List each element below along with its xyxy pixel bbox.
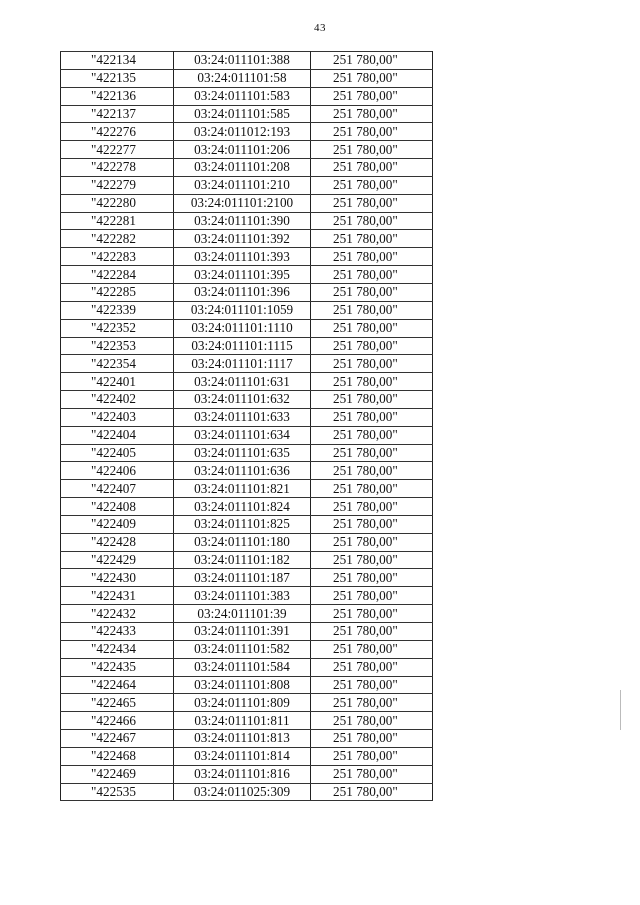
table-row [61, 337, 433, 355]
cell-value: 251 780,00" [311, 194, 433, 212]
cell-value: 251 780,00" [311, 498, 433, 516]
table-row [61, 319, 433, 337]
cell-number: "422403 [61, 408, 174, 426]
cell-cadastral-number: 03:24:011101:206 [174, 141, 311, 159]
cell-cadastral-number: 03:24:011101:210 [174, 176, 311, 194]
table-row [61, 266, 433, 284]
cell-cadastral-number: 03:24:011101:809 [174, 694, 311, 712]
cell-cadastral-number: 03:24:011101:180 [174, 533, 311, 551]
cell-value: 251 780,00" [311, 694, 433, 712]
cell-cadastral-number: 03:24:011101:816 [174, 765, 311, 783]
cell-cadastral-number: 03:24:011101:813 [174, 730, 311, 748]
table-row [61, 248, 433, 266]
cell-value: 251 780,00" [311, 248, 433, 266]
page-number: 43 [314, 22, 326, 34]
table-row [61, 515, 433, 533]
cell-cadastral-number: 03:24:011025:309 [174, 783, 311, 801]
cell-value: 251 780,00" [311, 373, 433, 391]
cell-value: 251 780,00" [311, 266, 433, 284]
table-row [61, 676, 433, 694]
cell-number: "422407 [61, 480, 174, 498]
cell-number: "422406 [61, 462, 174, 480]
cell-cadastral-number: 03:24:011101:824 [174, 498, 311, 516]
table-row [61, 480, 433, 498]
cell-cadastral-number: 03:24:011101:631 [174, 373, 311, 391]
cell-cadastral-number: 03:24:011101:393 [174, 248, 311, 266]
table-row [61, 551, 433, 569]
scan-mark [620, 690, 621, 730]
cell-cadastral-number: 03:24:011101:636 [174, 462, 311, 480]
table-row [61, 694, 433, 712]
cell-cadastral-number: 03:24:011101:396 [174, 283, 311, 301]
cell-number: "422136 [61, 87, 174, 105]
table-row [61, 123, 433, 141]
cell-number: "422535 [61, 783, 174, 801]
cell-number: "422279 [61, 176, 174, 194]
cell-number: "422354 [61, 355, 174, 373]
table-row [61, 587, 433, 605]
cell-cadastral-number: 03:24:011101:392 [174, 230, 311, 248]
cell-value: 251 780,00" [311, 87, 433, 105]
cell-number: "422276 [61, 123, 174, 141]
table-row [61, 533, 433, 551]
cell-number: "422282 [61, 230, 174, 248]
cell-cadastral-number: 03:24:011101:808 [174, 676, 311, 694]
cell-value: 251 780,00" [311, 355, 433, 373]
cell-cadastral-number: 03:24:011101:634 [174, 426, 311, 444]
table-row [61, 640, 433, 658]
cell-value: 251 780,00" [311, 283, 433, 301]
cell-number: "422402 [61, 391, 174, 409]
cell-cadastral-number: 03:24:011012:193 [174, 123, 311, 141]
table-row [61, 301, 433, 319]
table-row [61, 194, 433, 212]
table-row [61, 426, 433, 444]
cell-number: "422283 [61, 248, 174, 266]
cell-value: 251 780,00" [311, 408, 433, 426]
cell-number: "422135 [61, 69, 174, 87]
cell-number: "422284 [61, 266, 174, 284]
cell-cadastral-number: 03:24:011101:633 [174, 408, 311, 426]
cell-number: "422435 [61, 658, 174, 676]
cell-value: 251 780,00" [311, 712, 433, 730]
cell-value: 251 780,00" [311, 52, 433, 70]
cell-cadastral-number: 03:24:011101:814 [174, 747, 311, 765]
cell-number: "422134 [61, 52, 174, 70]
cell-number: "422465 [61, 694, 174, 712]
cell-value: 251 780,00" [311, 337, 433, 355]
table-row [61, 355, 433, 373]
cell-number: "422278 [61, 159, 174, 177]
cell-value: 251 780,00" [311, 159, 433, 177]
cell-number: "422434 [61, 640, 174, 658]
cell-value: 251 780,00" [311, 105, 433, 123]
cell-cadastral-number: 03:24:011101:208 [174, 159, 311, 177]
cell-number: "422430 [61, 569, 174, 587]
cell-number: "422404 [61, 426, 174, 444]
cell-cadastral-number: 03:24:011101:583 [174, 87, 311, 105]
table-row [61, 52, 433, 70]
table-row [61, 730, 433, 748]
table-row [61, 462, 433, 480]
table-row [61, 176, 433, 194]
cell-value: 251 780,00" [311, 640, 433, 658]
cell-value: 251 780,00" [311, 480, 433, 498]
cell-value: 251 780,00" [311, 747, 433, 765]
cell-cadastral-number: 03:24:011101:825 [174, 515, 311, 533]
cell-cadastral-number: 03:24:011101:58 [174, 69, 311, 87]
data-table [60, 51, 433, 801]
cell-number: "422468 [61, 747, 174, 765]
cell-value: 251 780,00" [311, 783, 433, 801]
table-row [61, 658, 433, 676]
cell-number: "422431 [61, 587, 174, 605]
cell-value: 251 780,00" [311, 301, 433, 319]
cell-cadastral-number: 03:24:011101:391 [174, 623, 311, 641]
cell-number: "422469 [61, 765, 174, 783]
cell-cadastral-number: 03:24:011101:395 [174, 266, 311, 284]
cell-cadastral-number: 03:24:011101:821 [174, 480, 311, 498]
table-row [61, 498, 433, 516]
table-row [61, 105, 433, 123]
table-row [61, 605, 433, 623]
cell-value: 251 780,00" [311, 123, 433, 141]
table-row [61, 712, 433, 730]
table-row [61, 87, 433, 105]
table-row [61, 391, 433, 409]
cell-number: "422285 [61, 283, 174, 301]
cell-value: 251 780,00" [311, 462, 433, 480]
cell-value: 251 780,00" [311, 587, 433, 605]
table-body [61, 52, 433, 801]
cell-number: "422352 [61, 319, 174, 337]
cell-cadastral-number: 03:24:011101:383 [174, 587, 311, 605]
cell-cadastral-number: 03:24:011101:584 [174, 658, 311, 676]
table-row [61, 569, 433, 587]
cell-number: "422467 [61, 730, 174, 748]
cell-number: "422353 [61, 337, 174, 355]
table-row [61, 69, 433, 87]
table-row [61, 283, 433, 301]
table-row [61, 230, 433, 248]
cell-value: 251 780,00" [311, 623, 433, 641]
table-row [61, 444, 433, 462]
cell-number: "422466 [61, 712, 174, 730]
cell-number: "422432 [61, 605, 174, 623]
cell-number: "422277 [61, 141, 174, 159]
cell-number: "422429 [61, 551, 174, 569]
cell-value: 251 780,00" [311, 391, 433, 409]
table-row [61, 783, 433, 801]
cell-value: 251 780,00" [311, 551, 433, 569]
document-table-container [60, 51, 432, 801]
cell-value: 251 780,00" [311, 69, 433, 87]
cell-number: "422428 [61, 533, 174, 551]
table-row [61, 623, 433, 641]
cell-value: 251 780,00" [311, 676, 433, 694]
cell-number: "422464 [61, 676, 174, 694]
cell-cadastral-number: 03:24:011101:811 [174, 712, 311, 730]
cell-number: "422408 [61, 498, 174, 516]
table-row [61, 765, 433, 783]
cell-cadastral-number: 03:24:011101:187 [174, 569, 311, 587]
cell-number: "422401 [61, 373, 174, 391]
table-row [61, 408, 433, 426]
cell-number: "422409 [61, 515, 174, 533]
cell-cadastral-number: 03:24:011101:2100 [174, 194, 311, 212]
cell-cadastral-number: 03:24:011101:1115 [174, 337, 311, 355]
cell-value: 251 780,00" [311, 426, 433, 444]
cell-value: 251 780,00" [311, 176, 433, 194]
cell-number: "422339 [61, 301, 174, 319]
cell-value: 251 780,00" [311, 212, 433, 230]
cell-cadastral-number: 03:24:011101:1117 [174, 355, 311, 373]
cell-cadastral-number: 03:24:011101:182 [174, 551, 311, 569]
cell-number: "422137 [61, 105, 174, 123]
cell-cadastral-number: 03:24:011101:635 [174, 444, 311, 462]
cell-value: 251 780,00" [311, 533, 433, 551]
table-row [61, 159, 433, 177]
cell-value: 251 780,00" [311, 658, 433, 676]
table-row [61, 212, 433, 230]
cell-value: 251 780,00" [311, 730, 433, 748]
cell-cadastral-number: 03:24:011101:1110 [174, 319, 311, 337]
table-row [61, 747, 433, 765]
cell-cadastral-number: 03:24:011101:582 [174, 640, 311, 658]
cell-value: 251 780,00" [311, 444, 433, 462]
cell-value: 251 780,00" [311, 515, 433, 533]
cell-value: 251 780,00" [311, 141, 433, 159]
cell-value: 251 780,00" [311, 765, 433, 783]
cell-value: 251 780,00" [311, 605, 433, 623]
table-row [61, 373, 433, 391]
cell-cadastral-number: 03:24:011101:388 [174, 52, 311, 70]
cell-cadastral-number: 03:24:011101:632 [174, 391, 311, 409]
cell-value: 251 780,00" [311, 230, 433, 248]
table-row [61, 141, 433, 159]
cell-cadastral-number: 03:24:011101:1059 [174, 301, 311, 319]
cell-number: "422405 [61, 444, 174, 462]
cell-cadastral-number: 03:24:011101:39 [174, 605, 311, 623]
cell-number: "422281 [61, 212, 174, 230]
cell-cadastral-number: 03:24:011101:390 [174, 212, 311, 230]
cell-cadastral-number: 03:24:011101:585 [174, 105, 311, 123]
cell-number: "422280 [61, 194, 174, 212]
cell-number: "422433 [61, 623, 174, 641]
cell-value: 251 780,00" [311, 569, 433, 587]
cell-value: 251 780,00" [311, 319, 433, 337]
